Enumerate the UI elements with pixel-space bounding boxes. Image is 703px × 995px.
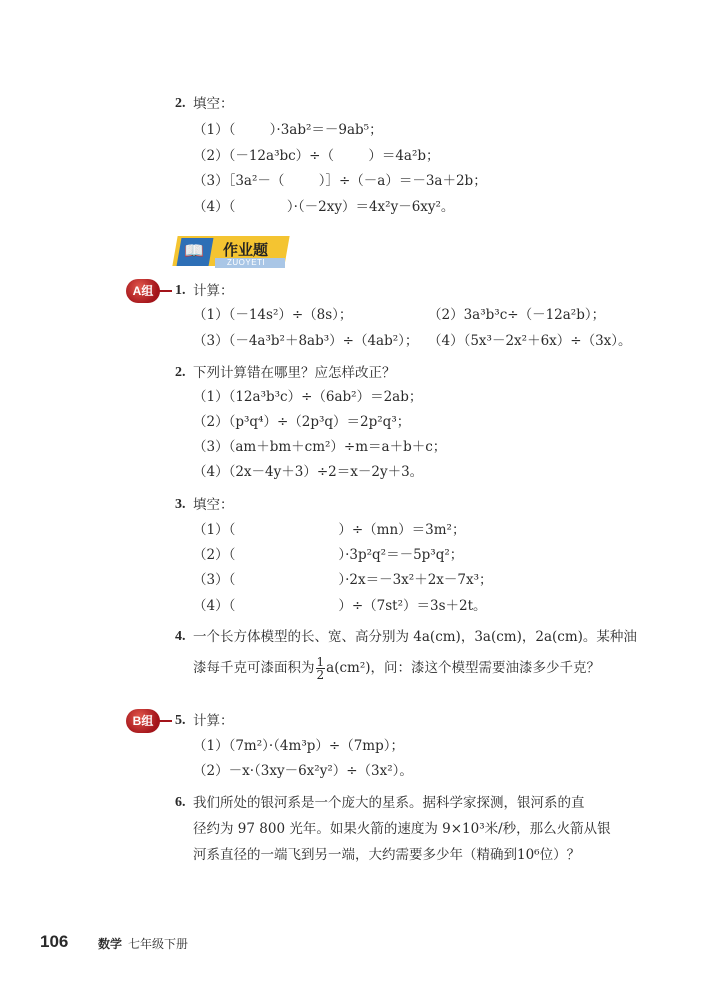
hw3-item-1: （1）（ ）÷（mn）＝3m²； <box>193 522 466 538</box>
fraction-numerator: 1 <box>316 655 325 669</box>
hw2-item-1: （1）（12a³b³c）÷（6ab²）＝2ab； <box>193 389 423 405</box>
page-number: 106 <box>40 932 69 951</box>
homework-title: 作业题 <box>223 241 269 259</box>
footer-subject: 数学 <box>98 937 123 951</box>
hw5-item-2: （2）－x·（3xy－6x²y²）÷（3x²）。 <box>193 763 413 779</box>
hw4-line-1: 一个长方体模型的长、宽、高分别为 4a(cm)，3a(cm)，2a(cm)。某种油 <box>193 629 637 645</box>
group-a-badge: A组 <box>126 279 160 303</box>
hw4-line-2-post: a(cm²)，问：漆这个模型需要油漆多少千克？ <box>326 660 600 676</box>
hw5-number: 5. <box>175 713 186 728</box>
q2-item-2: （2）（－12a³bc）÷（ ）＝4a²b； <box>193 148 440 164</box>
hw1-item-4: （4）（5x³－2x²＋6x）÷（3x）。 <box>428 333 632 349</box>
hw3-item-4: （4）（ ）÷（7st²）＝3s＋2t。 <box>193 598 487 614</box>
hw5-item-1: （1）（7m²）·（4m³p）÷（7mp）； <box>193 738 404 754</box>
hw5-title: 计算： <box>193 713 234 729</box>
hw4-line-2 <box>193 653 600 683</box>
q2-title: 填空： <box>193 96 234 112</box>
fraction-denominator: 2 <box>316 668 325 682</box>
hw6-line-3: 河系直径的一端飞到另一端，大约需要多少年（精确到10⁶位）？ <box>193 847 581 863</box>
book-pencil-icon: 📖 <box>184 241 204 260</box>
q2-number: 2. <box>175 96 186 111</box>
hw6-line-1: 我们所处的银河系是一个庞大的星系。据科学家探测，银河系的直 <box>193 795 585 811</box>
q2-item-4: （4）（ ）·（－2xy）＝4x²y－6xy²。 <box>193 199 455 215</box>
hw2-number: 2. <box>175 365 186 380</box>
hw4-line-2-pre: 漆每千克可漆面积为 <box>193 660 315 676</box>
fraction-one-half <box>316 656 326 681</box>
hw2-item-2: （2）（p³q⁴）÷（2p³q）＝2p²q³； <box>193 414 411 430</box>
homework-banner <box>175 236 293 270</box>
hw3-title: 填空： <box>193 497 234 513</box>
hw3-number: 3. <box>175 497 186 512</box>
hw1-item-3: （3）（－4a³b²＋8ab³）÷（4ab²）； <box>193 333 419 349</box>
hw1-item-2: （2）3a³b³c÷（－12a²b）； <box>428 307 606 323</box>
homework-subtitle: ZUOYETI <box>227 258 266 267</box>
hw1-number: 1. <box>175 283 186 298</box>
q2-item-1: （1）（ ）·3ab²＝－9ab⁵； <box>193 122 383 138</box>
hw1-item-1: （1）（－14s²）÷（8s）； <box>193 307 353 323</box>
hw4-number: 4. <box>175 629 186 644</box>
hw2-title: 下列计算错在哪里？应怎样改正？ <box>193 365 396 381</box>
hw2-item-3: （3）（am＋bm＋cm²）÷m＝a＋b＋c； <box>193 439 447 455</box>
group-b-badge: B组 <box>126 709 160 733</box>
hw6-line-2: 径约为 97 800 光年。如果火箭的速度为 9×10³米/秒，那么火箭从银 <box>193 821 611 837</box>
hw3-item-3: （3）（ ）·2x＝－3x²＋2x－7x³； <box>193 572 493 588</box>
hw1-title: 计算： <box>193 283 234 299</box>
hw2-item-4: （4）（2x－4y＋3）÷2＝x－2y＋3。 <box>193 464 424 480</box>
hw6-number: 6. <box>175 795 186 810</box>
footer-grade: 七年级下册 <box>128 937 189 951</box>
q2-item-3: （3）［3a²－（ ）］÷（－a）＝－3a＋2b； <box>193 173 487 189</box>
hw3-item-2: （2）（ ）·3p²q²＝－5p³q²； <box>193 547 464 563</box>
